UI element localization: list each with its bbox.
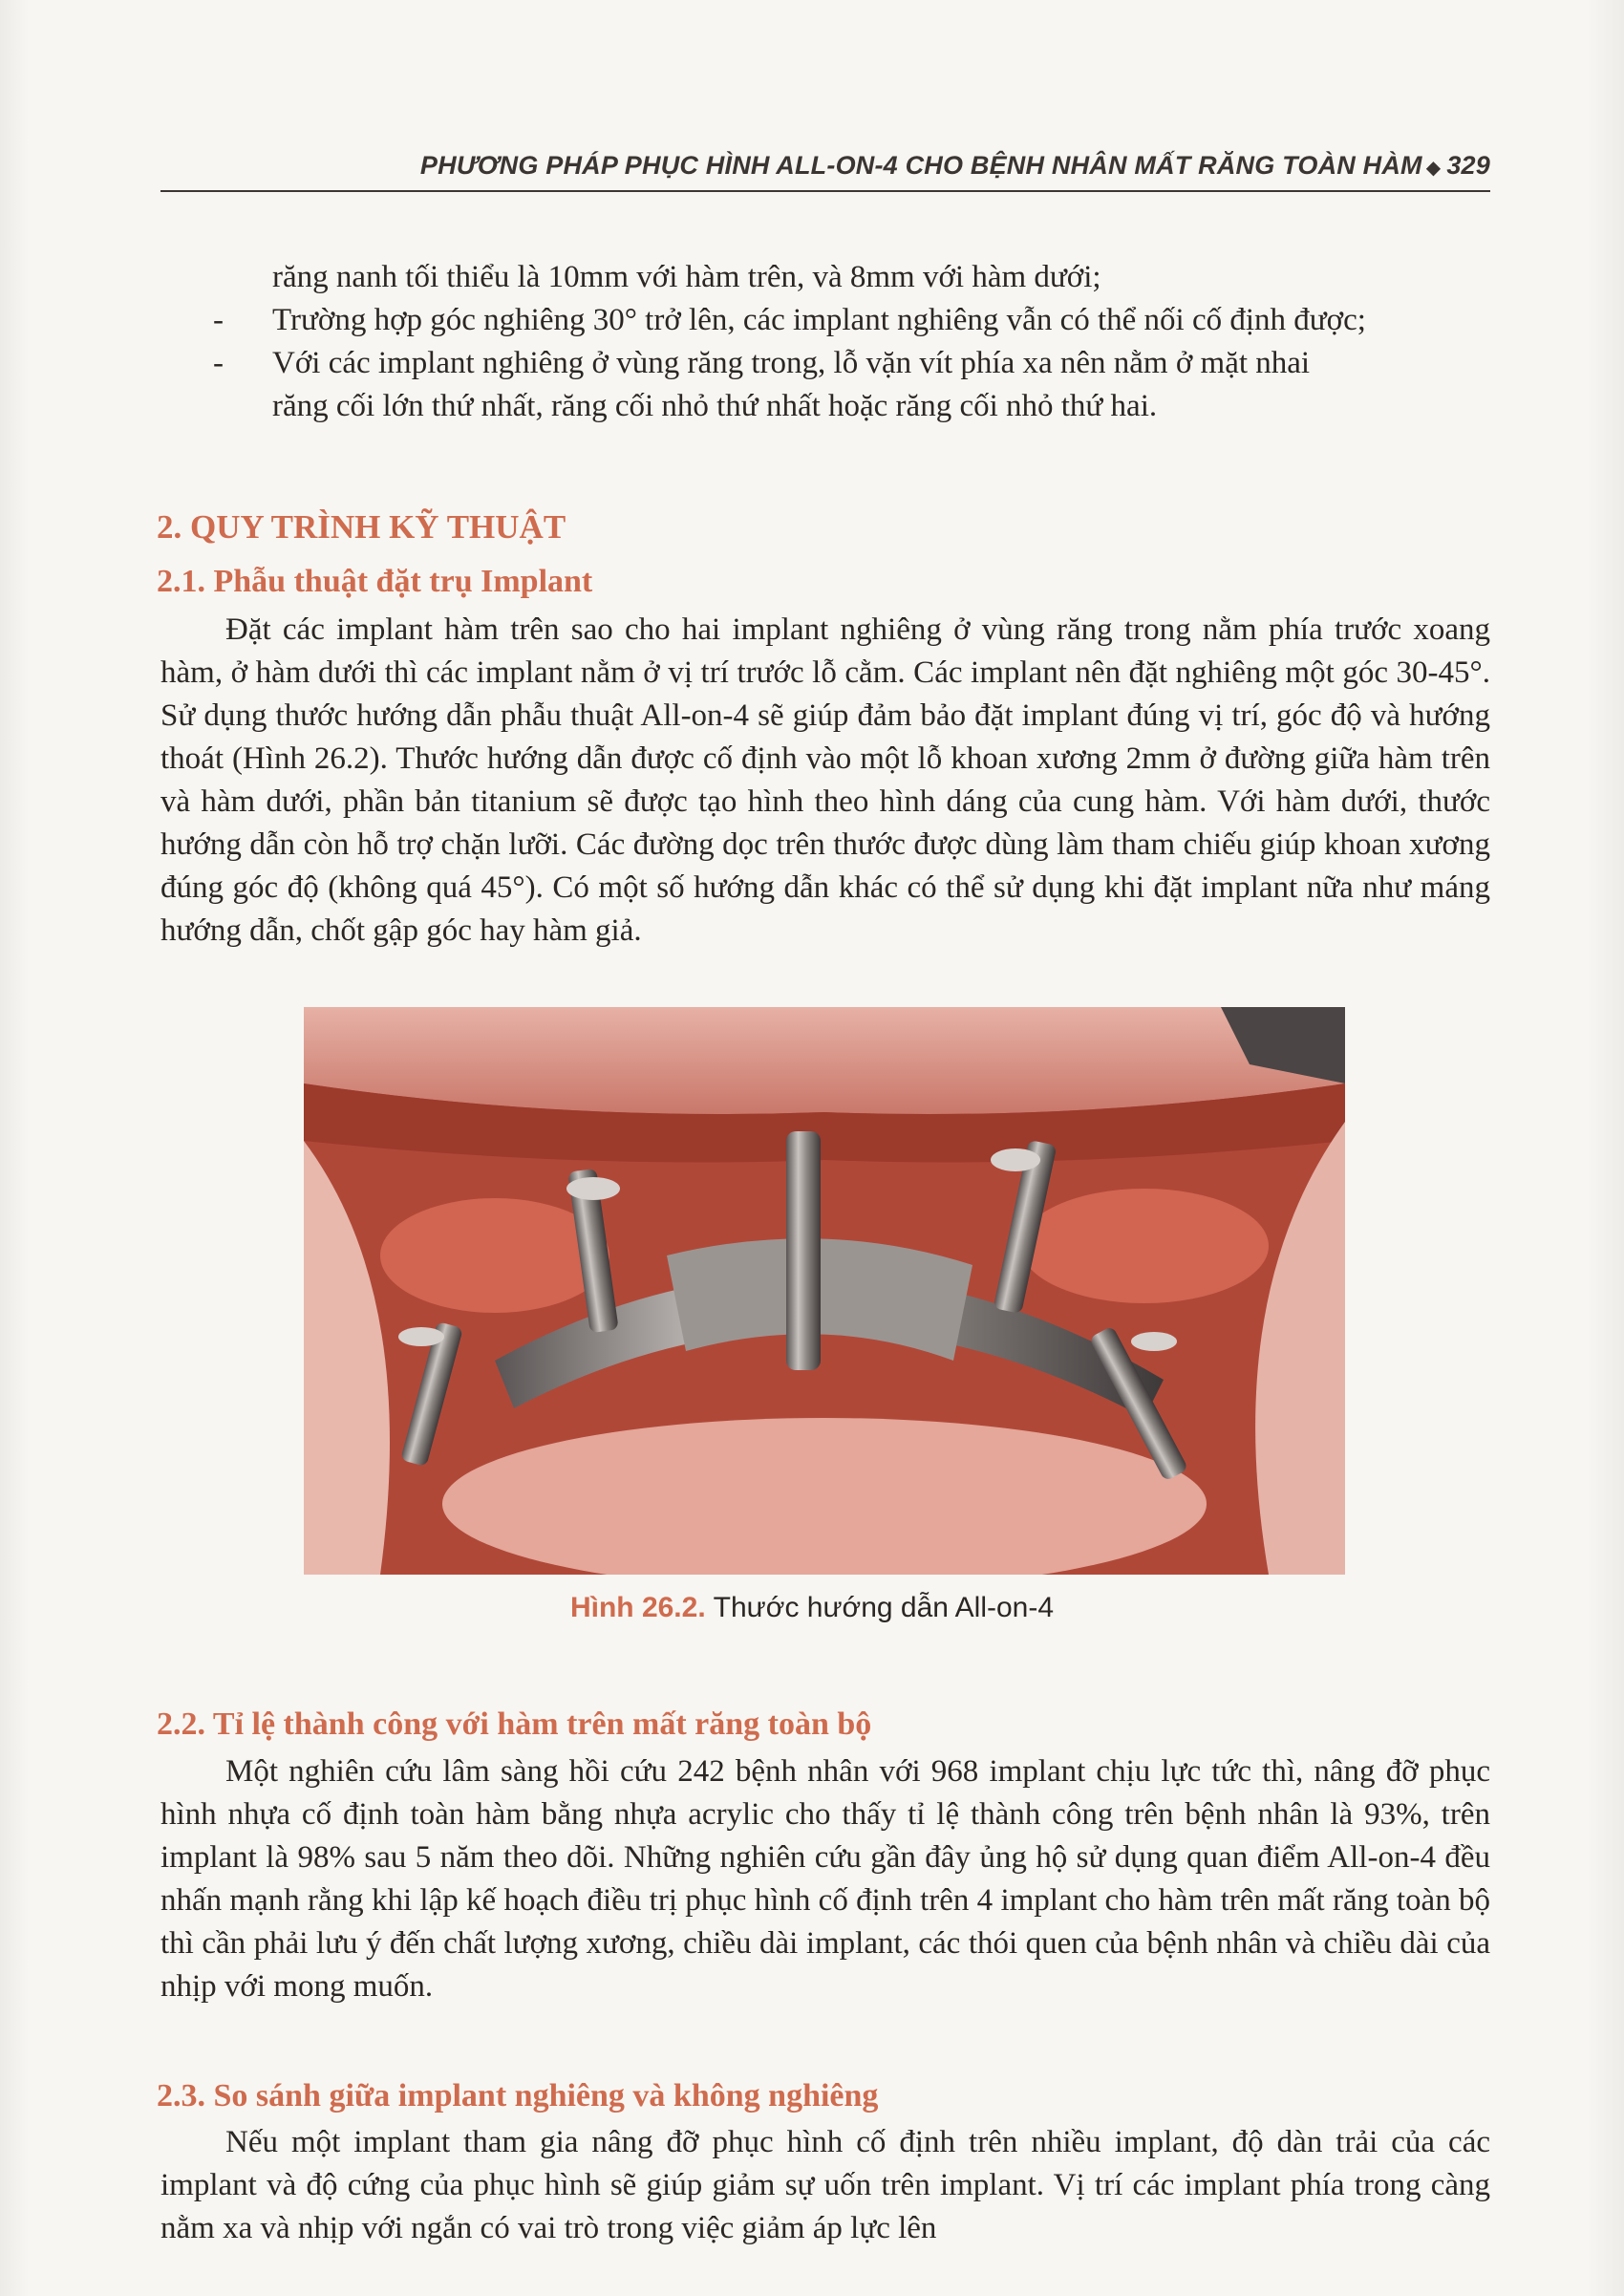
- running-header: [160, 151, 1490, 192]
- bullet-item-continuation: răng cối lớn thứ nhất, răng cối nhỏ thứ nhất hoặc răng cối nhỏ thứ hai.: [272, 389, 1158, 423]
- subsection-heading-2-1: 2.1. Phẫu thuật đặt trụ Implant: [157, 564, 593, 599]
- diamond-icon: ◆: [1425, 158, 1442, 179]
- subsection-heading-2-2: 2.2. Tỉ lệ thành công với hàm trên mất răng toàn bộ: [157, 1706, 872, 1742]
- header-title: PHƯƠNG PHÁP PHỤC HÌNH ALL-ON-4 CHO BỆNH NHÂN MẤT RĂNG TOÀN HÀM: [419, 151, 1422, 180]
- page-number: 329: [1446, 151, 1490, 180]
- bullet-item: - Với các implant nghiêng ở vùng răng trong, lỗ vặn vít phía xa nên nằm ở mặt nhai: [272, 342, 1490, 385]
- subsection-heading-2-3: 2.3. So sánh giữa implant nghiêng và không nghiêng: [157, 2078, 879, 2114]
- figure-photo-all-on-4-guide: [304, 1007, 1345, 1575]
- paragraph-2-2: Một nghiên cứu lâm sàng hồi cứu 242 bệnh nhân với 968 implant chịu lực tức thì, nâng đỡ phục hình nhựa cố định toàn hàm bằng nhựa acrylic cho thấy tỉ lệ thành công trên bệnh nhân là 93%, trên implant là 98% sau 5 năm theo dõi. Những nghiên cứu gần đây ủng hộ sử dụng quan điểm All-on-4 đều nhấn mạnh rằng khi lập kế hoạch điều trị phục hình cố định trên 4 implant cho hàm trên mất răng toàn bộ thì cần phải lưu ý đến chất lượng xương, chiều dài implant, các thói quen của bệnh nhân và chiều dài của nhịp với mong muốn.: [160, 1754, 1490, 2004]
- figure-caption-text: Thước hướng dẫn All-on-4: [713, 1592, 1055, 1623]
- intro-bullet-list: [213, 299, 1490, 428]
- paragraph-2-1: Đặt các implant hàm trên sao cho hai implant nghiêng ở vùng răng trong nằm phía trước xoang hàm, ở hàm dưới thì các implant nằm ở vị trí trước lỗ cằm. Các implant nên đặt nghiêng một góc 30-45°. Sử dụng thước hướng dẫn phẫu thuật All-on-4 sẽ giúp đảm bảo đặt implant đúng vị trí, góc độ và hướng thoát (Hình 26.2). Thước hướng dẫn được cố định vào một lỗ khoan xương 2mm ở đường giữa hàm trên và hàm dưới, phần bản titanium sẽ được tạo hình theo hình dáng của cung hàm. Với hàm dưới, thước hướng dẫn còn hỗ trợ chặn lưỡi. Các đường dọc trên thước được dùng làm tham chiếu giúp khoan xương đúng góc độ (không quá 45°). Có một số hướng dẫn khác có thể sử dụng khi đặt implant nữa như máng hướng dẫn, chốt gập góc hay hàm giả.: [160, 612, 1490, 948]
- figure-caption: [0, 1592, 1624, 1624]
- paragraph-2-3: Nếu một implant tham gia nâng đỡ phục hình cố định trên nhiều implant, độ dàn trải của các implant và độ cứng của phục hình sẽ giúp giảm sự uốn trên implant. Vị trí các implant phía trong càng nằm xa và nhịp với ngắn có vai trò trong việc giảm áp lực lên: [160, 2125, 1490, 2245]
- intro-continuation: răng nanh tối thiểu là 10mm với hàm trên, và 8mm với hàm dưới;: [272, 260, 1101, 294]
- section-heading: 2. QUY TRÌNH KỸ THUẬT: [157, 508, 566, 546]
- dash-icon: -: [213, 303, 224, 337]
- bullet-item: - Trường hợp góc nghiêng 30° trở lên, các implant nghiêng vẫn có thể nối cố định được;: [272, 299, 1490, 342]
- surgical-photo-illustration: [304, 1007, 1345, 1575]
- figure-label: Hình 26.2.: [569, 1592, 706, 1623]
- dash-icon: -: [213, 346, 224, 380]
